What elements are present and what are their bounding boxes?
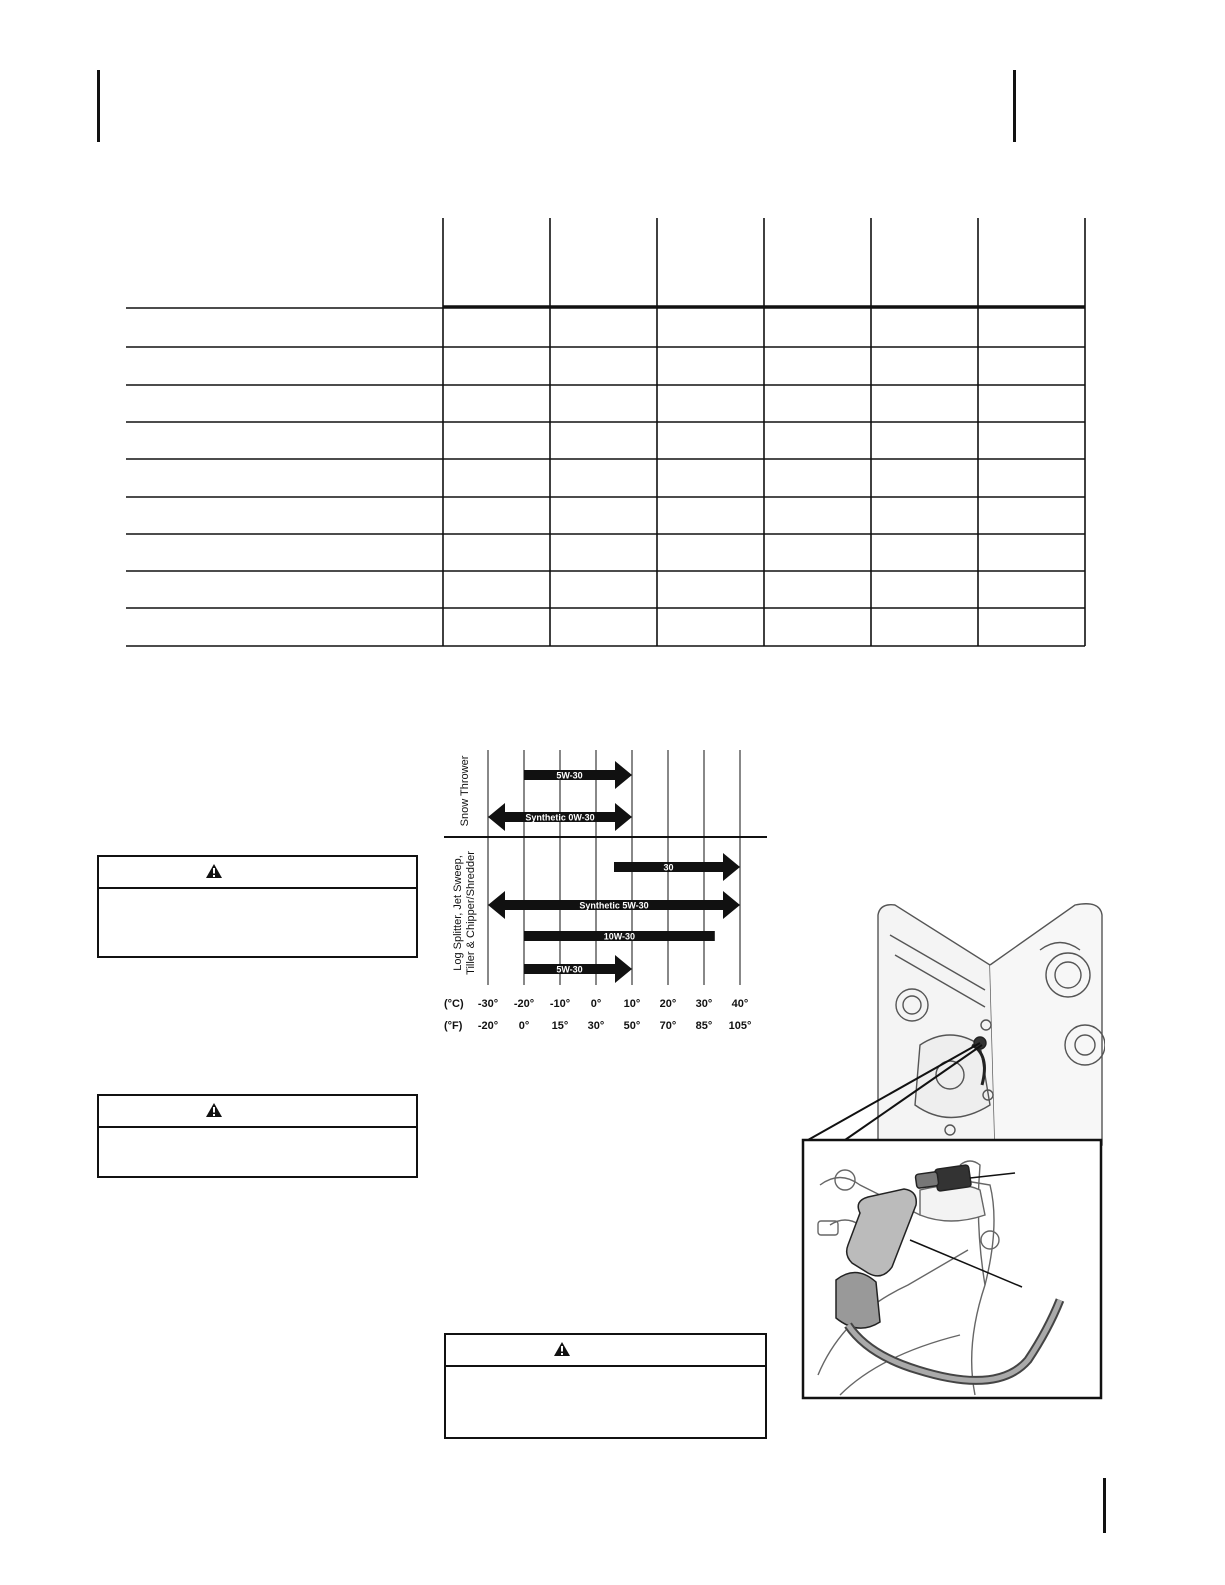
warning-header [99,857,416,889]
fahrenheit-tick-label: -20° [477,1020,499,1032]
fahrenheit-tick-label: 15° [551,1020,569,1032]
warning-triangle-icon [205,863,223,879]
warning-box-2 [97,1094,418,1178]
chart-bar-label: Synthetic 5W-30 [579,900,649,911]
chart-group-labels [452,755,477,975]
fahrenheit-tick-label: 105° [728,1020,752,1032]
oil-viscosity-chart [440,745,775,1040]
chart-bar-label: 5W-30 [556,964,583,975]
engine-spark-plug-illustration [800,895,1105,1405]
fahrenheit-tick-label: 70° [659,1020,677,1032]
group-label-snow-thrower: Snow Thrower [459,755,471,827]
warning-header [446,1335,765,1367]
fahrenheit-tick-label: 50° [623,1020,641,1032]
table-row-lines [126,347,1085,646]
celsius-tick-label: 40° [731,998,749,1010]
fahrenheit-unit-label: (°F) [444,1020,463,1032]
maintenance-table [0,0,1225,680]
warning-box-1 [97,855,418,958]
chart-bar-label: 10W-30 [603,931,636,942]
chart-bar-label: Synthetic 0W-30 [525,812,595,823]
celsius-unit-label: (°C) [444,998,464,1010]
footer-rule-right [1103,1478,1106,1533]
warning-box-3 [444,1333,767,1439]
warning-header [99,1096,416,1128]
celsius-tick-label: 30° [695,998,713,1010]
warning-triangle-icon [205,1102,223,1118]
celsius-tick-label: 20° [659,998,677,1010]
celsius-tick-label: 10° [623,998,641,1010]
fahrenheit-tick-label: 30° [587,1020,605,1032]
group-label-log-splitter: Log Splitter, Jet Sweep, [452,855,464,971]
celsius-tick-label: -30° [477,998,499,1010]
celsius-tick-label: 0° [590,998,602,1010]
warning-triangle-icon [553,1341,571,1357]
celsius-tick-label: -10° [549,998,571,1010]
celsius-tick-label: -20° [513,998,535,1010]
chart-bar-label: 30 [663,862,674,873]
fahrenheit-tick-label: 85° [695,1020,713,1032]
chart-bars [488,761,740,983]
group-label-log-splitter: Tiller & Chipper/Shredder [465,851,477,975]
chart-bar [614,853,740,881]
table-column-lines [443,218,1085,646]
fahrenheit-tick-label: 0° [518,1020,530,1032]
chart-ticks [444,998,751,1032]
chart-bar-label: 5W-30 [556,770,583,781]
